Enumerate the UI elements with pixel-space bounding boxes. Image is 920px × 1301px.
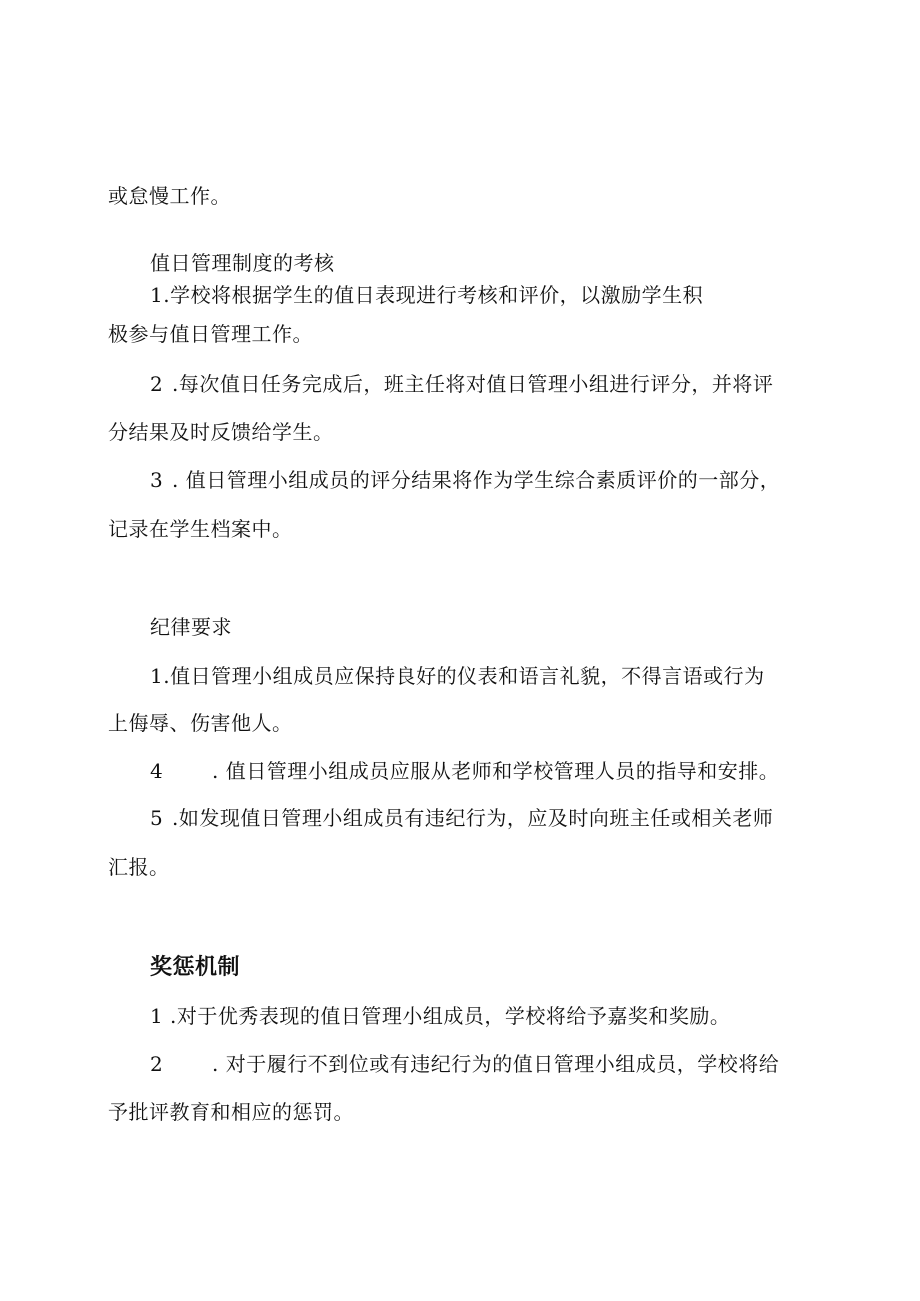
list-item-line	[150, 283, 703, 307]
list-item-continuation: 上侮辱、伤害他人。	[108, 711, 293, 735]
list-item-continuation: 分结果及时反馈给学生。	[108, 420, 334, 444]
list-item-number: 2	[150, 1052, 164, 1076]
list-item-line	[150, 372, 773, 396]
list-item-number: 4	[150, 759, 164, 783]
section-heading-assessment: 值日管理制度的考核	[150, 251, 335, 275]
list-item-line	[150, 1052, 779, 1076]
list-item-number: 1.	[150, 664, 171, 688]
list-item-number: 1.	[150, 283, 171, 307]
list-item-continuation: 汇报。	[108, 855, 170, 879]
list-item-text: 值日管理小组成员应保持良好的仪表和语言礼貌，不得言语或行为	[170, 664, 765, 688]
list-item-line	[150, 806, 773, 830]
list-item-number: 3	[150, 468, 164, 492]
list-item-number: 5	[150, 806, 164, 830]
list-item-continuation: 记录在学生档案中。	[108, 517, 293, 541]
list-item-line	[150, 1004, 730, 1028]
list-item-text: 学校将根据学生的值日表现进行考核和评价，以激励学生积	[170, 283, 704, 307]
list-item-line	[150, 664, 765, 688]
list-item-number: 2	[150, 372, 164, 396]
list-item-line	[150, 759, 779, 783]
list-item-text: . 值日管理小组成员的评分结果将作为学生综合素质评价的一部分，	[172, 468, 781, 492]
list-item-text: .每次值日任务完成后，班主任将对值日管理小组进行评分，并将评	[172, 372, 774, 396]
list-item-line	[150, 468, 780, 492]
continuation-text: 或怠慢工作。	[108, 184, 231, 208]
list-item-text: . 值日管理小组成员应服从老师和学校管理人员的指导和安排。	[212, 759, 780, 783]
section-heading-rewards: 奖惩机制	[150, 955, 241, 980]
list-item-continuation: 予批评教育和相应的惩罚。	[108, 1100, 354, 1124]
list-item-text: . 对于履行不到位或有违纪行为的值日管理小组成员，学校将给	[212, 1052, 780, 1076]
list-item-continuation: 极参与值日管理工作。	[108, 322, 313, 346]
list-item-number: 1	[150, 1004, 164, 1028]
section-heading-discipline: 纪律要求	[150, 615, 232, 639]
list-item-text: .对于优秀表现的值日管理小组成员，学校将给予嘉奖和奖励。	[170, 1004, 731, 1028]
list-item-text: .如发现值日管理小组成员有违纪行为，应及时向班主任或相关老师	[172, 806, 774, 830]
